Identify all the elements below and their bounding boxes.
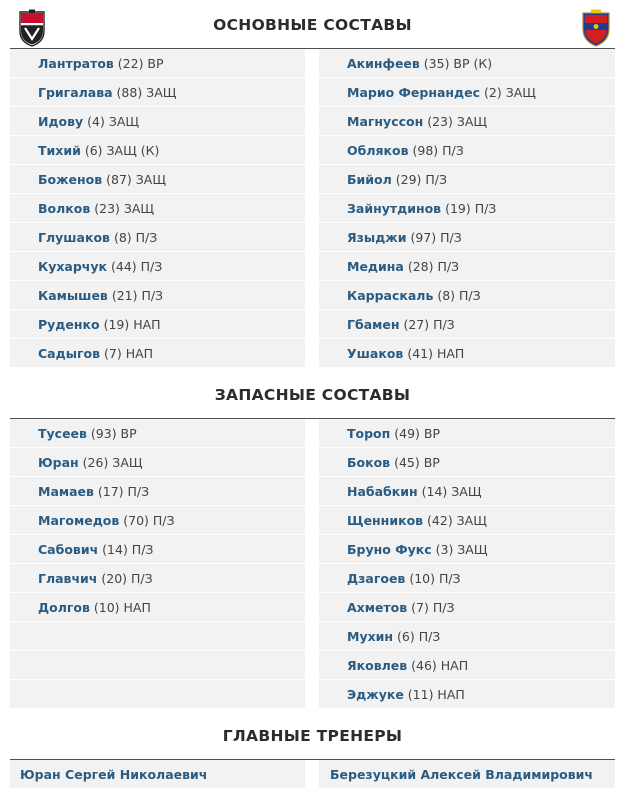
player-info: (10) П/З (405, 571, 461, 586)
player-info: (8) П/З (109, 230, 158, 245)
player-row (319, 281, 615, 310)
player-info: (10) НАП (89, 600, 151, 615)
player-name-link[interactable]: Юран (38, 455, 79, 470)
section-title: ГЛАВНЫЕ ТРЕНЕРЫ (222, 727, 403, 745)
starting-lineups-header (10, 10, 615, 49)
away-subs-list (319, 419, 615, 709)
player-info: (23) ЗАЩ (90, 201, 155, 216)
player-name-link[interactable]: Камышев (38, 288, 108, 303)
player-name-link[interactable]: Мамаев (38, 484, 94, 499)
player-name-link[interactable]: Идову (38, 114, 84, 129)
player-row (10, 535, 305, 564)
player-info: (4) ЗАЩ (83, 114, 140, 129)
head-coaches-header (10, 721, 615, 760)
home-starting-list (10, 49, 305, 368)
player-row (10, 49, 305, 78)
player-name-link[interactable]: Тороп (347, 426, 391, 441)
player-info: (22) ВР (113, 56, 164, 71)
player-row (319, 310, 615, 339)
player-info: (6) ЗАЩ (К) (80, 143, 160, 158)
player-row (319, 136, 615, 165)
player-info: (28) П/З (403, 259, 460, 274)
player-row (10, 564, 305, 593)
player-info: (93) ВР (86, 426, 137, 441)
player-name-link[interactable]: Щенников (347, 513, 424, 528)
home-coach (10, 760, 305, 788)
player-name-link[interactable]: Языджи (347, 230, 407, 245)
player-info: (19) П/З (441, 201, 497, 216)
player-info: (35) ВР (К) (419, 56, 493, 71)
player-name-link[interactable]: Зайнутдинов (347, 201, 442, 216)
player-row (10, 136, 305, 165)
player-info: (88) ЗАЩ (112, 85, 177, 100)
player-name-link[interactable]: Магнуссон (347, 114, 424, 129)
player-row (319, 622, 615, 651)
coach-name-link[interactable]: Юран Сергей Николаевич (10, 760, 305, 788)
player-row (10, 477, 305, 506)
player-row (10, 339, 305, 368)
player-info: (41) НАП (403, 346, 465, 361)
home-subs-list (10, 419, 305, 709)
player-info: (17) П/З (93, 484, 150, 499)
substitutes-header (10, 380, 615, 419)
player-name-link[interactable]: Ахметов (347, 600, 408, 615)
coach-name-link[interactable]: Березуцкий Алексей Владимирович (319, 760, 615, 788)
player-info: (70) П/З (119, 513, 175, 528)
player-info: (2) ЗАЩ (480, 85, 536, 100)
player-row (10, 419, 305, 448)
player-name-link[interactable]: Яковлев (347, 658, 408, 673)
player-name-link[interactable]: Кухарчук (38, 259, 108, 274)
player-name-link[interactable]: Руденко (38, 317, 100, 332)
player-name-link[interactable]: Садыгов (38, 346, 101, 361)
player-info: (87) ЗАЩ (102, 172, 167, 187)
player-info: (7) П/З (407, 600, 455, 615)
player-info: (26) ЗАЩ (78, 455, 143, 470)
player-name-link[interactable]: Мухин (347, 629, 394, 644)
player-row (319, 535, 615, 564)
player-info: (49) ВР (390, 426, 441, 441)
player-row (10, 252, 305, 281)
section-title: ОСНОВНЫЕ СОСТАВЫ (213, 16, 412, 34)
player-name-link[interactable]: Тусеев (38, 426, 87, 441)
player-info: (42) ЗАЩ (423, 513, 487, 528)
player-row (319, 252, 615, 281)
empty-row (10, 651, 305, 680)
away-starting-list (319, 49, 615, 368)
player-info: (19) НАП (99, 317, 161, 332)
player-row (319, 107, 615, 136)
player-name-link[interactable]: Сабович (38, 542, 99, 557)
player-name-link[interactable]: Набабкин (347, 484, 418, 499)
player-name-link[interactable]: Ушаков (347, 346, 404, 361)
player-name-link[interactable]: Марио Фернандес (347, 85, 481, 100)
player-row (10, 78, 305, 107)
player-name-link[interactable]: Гбамен (347, 317, 400, 332)
player-name-link[interactable]: Волков (38, 201, 91, 216)
player-row (319, 506, 615, 535)
player-row (319, 49, 615, 78)
player-info: (11) НАП (403, 687, 465, 702)
player-info: (8) П/З (433, 288, 481, 303)
player-name-link[interactable]: Лантратов (38, 56, 114, 71)
player-row (319, 593, 615, 622)
player-name-link[interactable]: Боков (347, 455, 391, 470)
player-info: (44) П/З (107, 259, 163, 274)
empty-row (10, 680, 305, 709)
player-row (10, 107, 305, 136)
player-name-link[interactable]: Эджуке (347, 687, 404, 702)
player-info: (45) ВР (390, 455, 440, 470)
player-row (319, 165, 615, 194)
player-row (319, 564, 615, 593)
player-name-link[interactable]: Долгов (38, 600, 90, 615)
player-name-link[interactable]: Глушаков (38, 230, 110, 245)
player-name-link[interactable]: Бруно Фукс (347, 542, 432, 557)
player-row (319, 477, 615, 506)
player-name-link[interactable]: Магомедов (38, 513, 120, 528)
player-name-link[interactable]: Обляков (347, 143, 409, 158)
player-info: (97) П/З (406, 230, 462, 245)
player-info: (14) П/З (98, 542, 154, 557)
player-info: (23) ЗАЩ (423, 114, 488, 129)
player-info: (46) НАП (407, 658, 469, 673)
player-name-link[interactable]: Карраскаль (347, 288, 434, 303)
player-row (10, 194, 305, 223)
player-info: (20) П/З (97, 571, 153, 586)
player-info: (3) ЗАЩ (431, 542, 488, 557)
player-info: (7) НАП (100, 346, 154, 361)
player-info: (6) П/З (393, 629, 441, 644)
empty-row (10, 622, 305, 651)
player-row (319, 78, 615, 107)
player-row (10, 223, 305, 252)
player-info: (14) ЗАЩ (417, 484, 482, 499)
away-coach (319, 760, 615, 788)
player-name-link[interactable]: Тихий (38, 143, 81, 158)
player-name-link[interactable]: Медина (347, 259, 404, 274)
player-row (319, 194, 615, 223)
player-row (319, 339, 615, 368)
player-row (10, 310, 305, 339)
player-row (10, 593, 305, 622)
player-row (10, 506, 305, 535)
player-info: (29) П/З (391, 172, 448, 187)
player-name-link[interactable]: Бийол (347, 172, 392, 187)
player-name-link[interactable]: Григалава (38, 85, 113, 100)
player-row (319, 448, 615, 477)
section-title: ЗАПАСНЫЕ СОСТАВЫ (214, 386, 411, 404)
player-name-link[interactable]: Акинфеев (347, 56, 420, 71)
player-row (10, 281, 305, 310)
player-info: (27) П/З (399, 317, 455, 332)
player-name-link[interactable]: Главчич (38, 571, 98, 586)
player-info: (98) П/З (408, 143, 464, 158)
player-name-link[interactable]: Боженов (38, 172, 103, 187)
player-row (319, 223, 615, 252)
player-row (10, 165, 305, 194)
player-row (10, 448, 305, 477)
player-info: (21) П/З (107, 288, 164, 303)
player-row (319, 680, 615, 709)
player-row (319, 419, 615, 448)
player-name-link[interactable]: Дзагоев (347, 571, 406, 586)
player-row (319, 651, 615, 680)
